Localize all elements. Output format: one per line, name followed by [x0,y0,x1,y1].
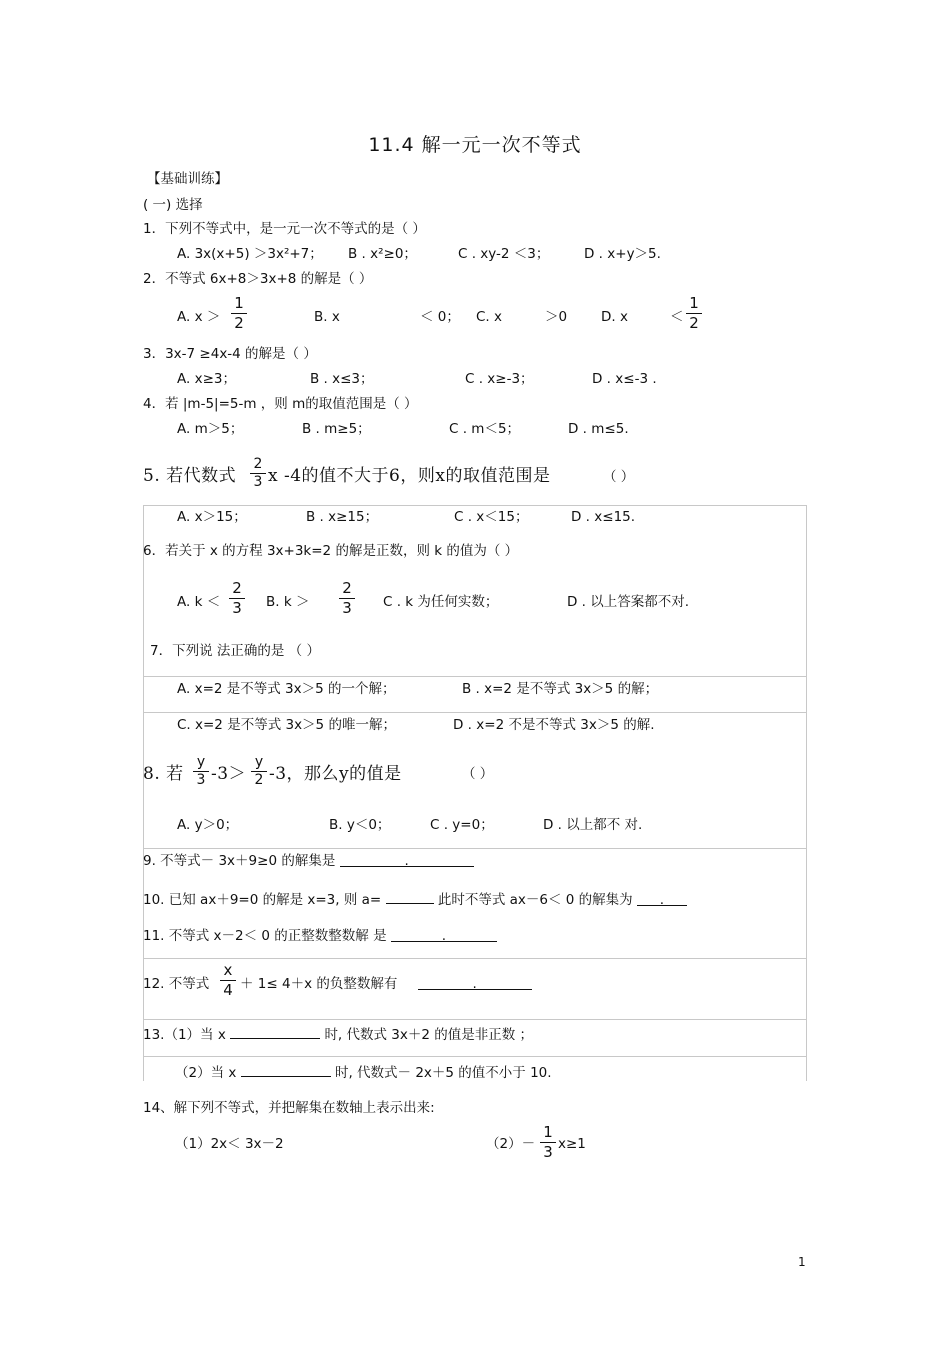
q13-2-blank[interactable] [241,1062,331,1077]
q6-a-numerator: 2 [232,579,242,597]
q2-d-numerator: 1 [689,294,699,312]
q6-b-numerator: 2 [342,579,352,597]
question-14-stem: 14、解下列不等式，并把解集在数轴上表示出来: [143,1100,435,1116]
q2-d-denominator: 2 [689,314,699,332]
q3-option-d: D . x≤-3 . [592,371,657,387]
q2-option-a: A. x ＞ [177,309,221,325]
q1-option-d: D . x+y＞5. [584,246,661,262]
question-1-stem: 1．下列不等式中，是一元一次不等式的是（ ） [143,221,426,237]
question-6-stem: 6．若关于 x 的方程 3x+3k=2 的解是正数，则 k 的值为（ ） [143,543,519,559]
question-5-post: x -4的值不大于6，则x的取值范围是 [268,466,551,486]
table-rule [143,1056,807,1057]
q2-option-c-rel: ＞0 [545,309,568,325]
q2-option-c: C. x [476,309,502,325]
q1-option-a: A. 3x(x+5) ＞3x²+7； [177,246,323,262]
q8-fraction-1 [193,755,209,788]
q12-denominator: 4 [223,981,233,999]
q2-a-numerator: 1 [234,294,244,312]
q4-option-b: B . m≥5； [302,421,371,437]
q12-answer-blank[interactable]: . [418,975,532,990]
q5-fraction [250,457,266,490]
q8-fraction-2 [251,755,267,788]
page-number: 1 [798,1255,806,1269]
q4-option-c: C . m＜5； [449,421,521,437]
q14-part-2-pre: （2）－ [486,1136,536,1152]
q5-option-b: B . x≥15； [306,509,379,525]
q4-option-d: D . m≤5. [568,421,629,437]
q9-text: 9. 不等式－ 3x＋9≥0 的解集是 [143,853,336,869]
question-12-pre: 12. 不等式 [143,976,210,992]
question-5-pre: 5. 若代数式 [143,466,237,486]
question-9 [143,852,474,870]
q5-option-c: C . x＜15； [454,509,529,525]
q12-fraction [220,962,236,999]
q10-answer-blank[interactable]: . [637,891,687,906]
q4-option-a: A. m＞5； [177,421,244,437]
table-rule [143,676,807,677]
q8-numerator-2: y [254,754,264,770]
page-title: 11.4 解一元一次不等式 [368,134,582,156]
q8-option-c: C . y=0； [430,817,494,833]
q7-option-b: B . x=2 是不等式 3x＞5 的解； [462,681,659,697]
table-rule [143,712,807,713]
q1-option-b: B . x²≥0； [348,246,417,262]
question-12-post [240,975,532,993]
table-right-border [806,505,807,1081]
q6-b-fraction [339,580,355,617]
q5-option-d: D . x≤15. [571,509,636,525]
q6-a-denominator: 3 [232,599,242,617]
q12-text: ＋ 1≤ 4＋x 的负整数解有 [240,976,398,992]
q2-option-d-rel: ＜ [670,309,684,325]
q1-option-c: C . xy-2 ＜3； [458,246,550,262]
q14-part-2-post: x≥1 [558,1136,586,1152]
q7-option-c: C. x=2 是不等式 3x＞5 的唯一解； [177,717,396,733]
q8-denominator-2: 2 [254,772,264,788]
question-8-mid: -3＞ [211,764,247,784]
question-8-pre: 8. 若 [143,764,184,784]
q8-denominator-1: 3 [196,772,206,788]
question-3-stem: 3．3x-7 ≥4x-4 的解是（ ） [143,346,317,362]
table-rule [143,505,807,506]
question-13-part-1 [143,1024,533,1044]
q2-a-denominator: 2 [234,314,244,332]
q9-answer-blank[interactable]: . [340,852,474,867]
q7-option-d: D . x=2 不是不等式 3x＞5 的解. [453,717,655,733]
q2-a-fraction [231,295,247,332]
q8-option-d: D . 以上都不 对. [543,817,643,833]
question-13-part-2 [175,1062,552,1082]
q5-answer-paren: （ ） [603,469,635,485]
q10-a-blank[interactable] [386,889,434,904]
q6-option-d: D . 以上答案都不对. [567,594,690,610]
table-rule [143,848,807,849]
table-rule [143,1019,807,1020]
q14-numerator: 1 [543,1123,553,1141]
q14-fraction [540,1124,556,1161]
q10-text: 10. 已知 ax＋9=0 的解是 x=3, 则 a= [143,892,382,908]
table-rule [143,958,807,959]
question-4-stem: 4．若 |m-5|=5-m ，则 m的取值范围是（ ） [143,396,418,412]
table-left-border [143,505,144,1081]
q11-text: 11. 不等式 x－2＜ 0 的正整数整数解 是 [143,928,387,944]
q5-option-a: A. x＞15； [177,509,247,525]
question-11 [143,927,497,945]
q6-a-fraction [229,580,245,617]
q6-b-denominator: 3 [342,599,352,617]
q10-text-2: 此时不等式 ax－6＜ 0 的解集为 [437,892,633,908]
q5-numerator: 2 [253,456,263,472]
q13-2-text-2: 时, 代数式－ 2x＋5 的值不小于 10. [334,1065,552,1081]
q8-numerator-1: y [196,754,206,770]
q8-option-a: A. y＞0； [177,817,239,833]
question-7-stem: 7．下列说 法正确的是 （ ） [150,643,320,659]
q11-answer-blank[interactable]: . [391,927,497,942]
q13-1-text-2: 时, 代数式 3x＋2 的值是非正数 ； [324,1027,534,1043]
q14-denominator: 3 [543,1143,553,1161]
q3-option-c: C . x≥-3； [465,371,534,387]
q3-option-a: A. x≥3； [177,371,236,387]
q6-option-b: B. k ＞ [266,594,310,610]
q2-option-b-rel: ＜ 0； [420,309,460,325]
question-8-post: -3，那么y的值是 [269,764,402,784]
q3-option-b: B . x≤3； [310,371,374,387]
q8-option-b: B. y＜0； [329,817,391,833]
part-heading: ( 一) 选择 [143,197,203,213]
q5-denominator: 3 [253,474,263,490]
q2-option-b: B. x [314,309,340,325]
q12-numerator: x [223,961,233,979]
question-10 [143,889,687,909]
section-heading: 【基础训练】 [147,171,228,187]
q2-d-fraction [686,295,702,332]
q13-1-text: 13.（1）当 x [143,1027,226,1043]
q8-answer-paren: （ ） [462,766,494,782]
q6-option-a: A. k ＜ [177,594,221,610]
q2-option-d: D. x [601,309,628,325]
question-2-stem: 2．不等式 6x+8＞3x+8 的解是（ ） [143,271,373,287]
q7-option-a: A. x=2 是不等式 3x＞5 的一个解； [177,681,396,697]
q14-part-1: （1）2x＜ 3x－2 [175,1136,284,1152]
q13-1-blank[interactable] [230,1024,320,1039]
q6-option-c: C . k 为任何实数； [383,594,499,610]
q13-2-text: （2）当 x [175,1065,237,1081]
